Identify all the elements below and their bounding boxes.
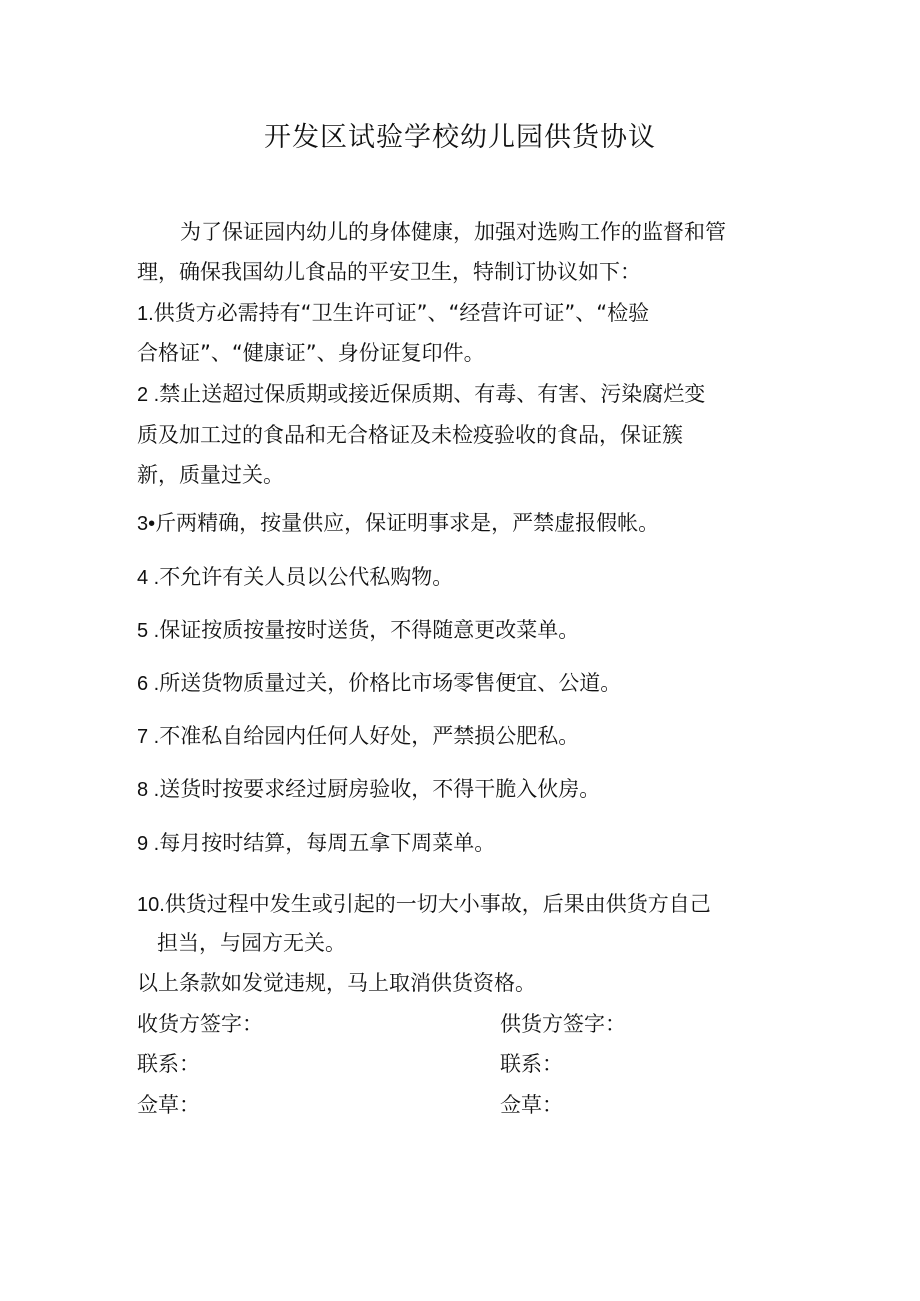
clause-text: 斤两精确，按量供应，保证明事求是，严禁虚报假帐。 xyxy=(155,511,660,535)
intro-line-2: 理，确保我国幼儿食品的平安卫生，特制订协议如下： xyxy=(137,260,641,284)
clause-2-line-1 xyxy=(137,378,705,411)
clause-number: 3 xyxy=(137,513,149,535)
clause-separator: . xyxy=(148,303,154,325)
supplier-seal-label: 佥草： xyxy=(500,1093,563,1117)
clause-separator: . xyxy=(148,833,160,855)
clause-separator: . xyxy=(148,673,160,695)
supplier-signature-label: 供货方签字： xyxy=(500,1012,626,1036)
clause-number: 9 xyxy=(137,833,149,855)
clause-3-line-1 xyxy=(137,507,659,540)
document-title: 开发区试验学校幼儿园供货协议 xyxy=(264,122,656,153)
closing-statement: 以上条款如发觉违规，马上取消供货资格。 xyxy=(137,971,536,995)
clause-text: 禁止送超过保质期或接近保质期、有毒、有害、污染腐烂变 xyxy=(159,382,706,406)
clause-number: 1 xyxy=(137,303,149,325)
clause-separator: • xyxy=(148,513,156,535)
clause-separator: . xyxy=(148,384,160,406)
clause-number: 5 xyxy=(137,620,149,642)
clause-separator: . xyxy=(148,779,160,801)
clause-number: 7 xyxy=(137,726,149,748)
clause-text: 供货过程中发生或引起的一切大小事故，后果由供货方自己 xyxy=(164,892,711,916)
clause-text: 所送货物质量过关，价格比市场零售便宜、公道。 xyxy=(159,671,622,695)
clause-1-line-2: 合格证”、“健康证”、身份证复印件。 xyxy=(137,341,485,365)
clause-8-line-1 xyxy=(137,773,600,806)
clause-5-line-1 xyxy=(137,614,579,647)
clause-text: 不允许有关人员以公代私购物。 xyxy=(159,565,454,589)
clause-6-line-1 xyxy=(137,667,621,700)
clause-number: 8 xyxy=(137,779,149,801)
clause-10-line-1 xyxy=(137,888,711,921)
clause-2-line-2: 质及加工过的食品和无合格证及未检疫验收的食品，保证簇 xyxy=(137,423,683,447)
clause-9-line-1 xyxy=(137,827,495,860)
clause-separator: . xyxy=(148,620,160,642)
clause-number: 4 xyxy=(137,567,149,589)
clause-text: 供货方必需持有“卫生许可证”、“经营许可证”、“检验 xyxy=(153,301,650,325)
clause-4-line-1 xyxy=(137,561,453,594)
intro-line-1: 为了保证园内幼儿的身体健康，加强对选购工作的监督和管 xyxy=(180,220,726,244)
supplier-contact-label: 联系： xyxy=(500,1052,563,1076)
clause-number: 10 xyxy=(137,894,160,916)
receiver-seal-label: 佥草： xyxy=(137,1093,200,1117)
clause-separator: . xyxy=(159,894,165,916)
clause-separator: . xyxy=(148,567,160,589)
receiver-contact-label: 联系： xyxy=(137,1052,200,1076)
clause-text: 每月按时结算，每周五拿下周菜单。 xyxy=(159,831,496,855)
clause-separator: . xyxy=(148,726,160,748)
clause-1-line-1 xyxy=(137,297,649,330)
clause-text: 不准私自给园内任何人好处，严禁损公肥私。 xyxy=(159,724,580,748)
clause-7-line-1 xyxy=(137,720,579,753)
clause-number: 6 xyxy=(137,673,149,695)
clause-text: 送货时按要求经过厨房验收，不得干脆入伙房。 xyxy=(159,777,601,801)
clause-10-line-2: 担当，与园方无关。 xyxy=(157,931,346,955)
clause-2-line-3: 新，质量过关。 xyxy=(137,463,284,487)
receiver-signature-label: 收货方签字： xyxy=(137,1012,263,1036)
clause-number: 2 xyxy=(137,384,149,406)
clause-text: 保证按质按量按时送货，不得随意更改菜单。 xyxy=(159,618,580,642)
